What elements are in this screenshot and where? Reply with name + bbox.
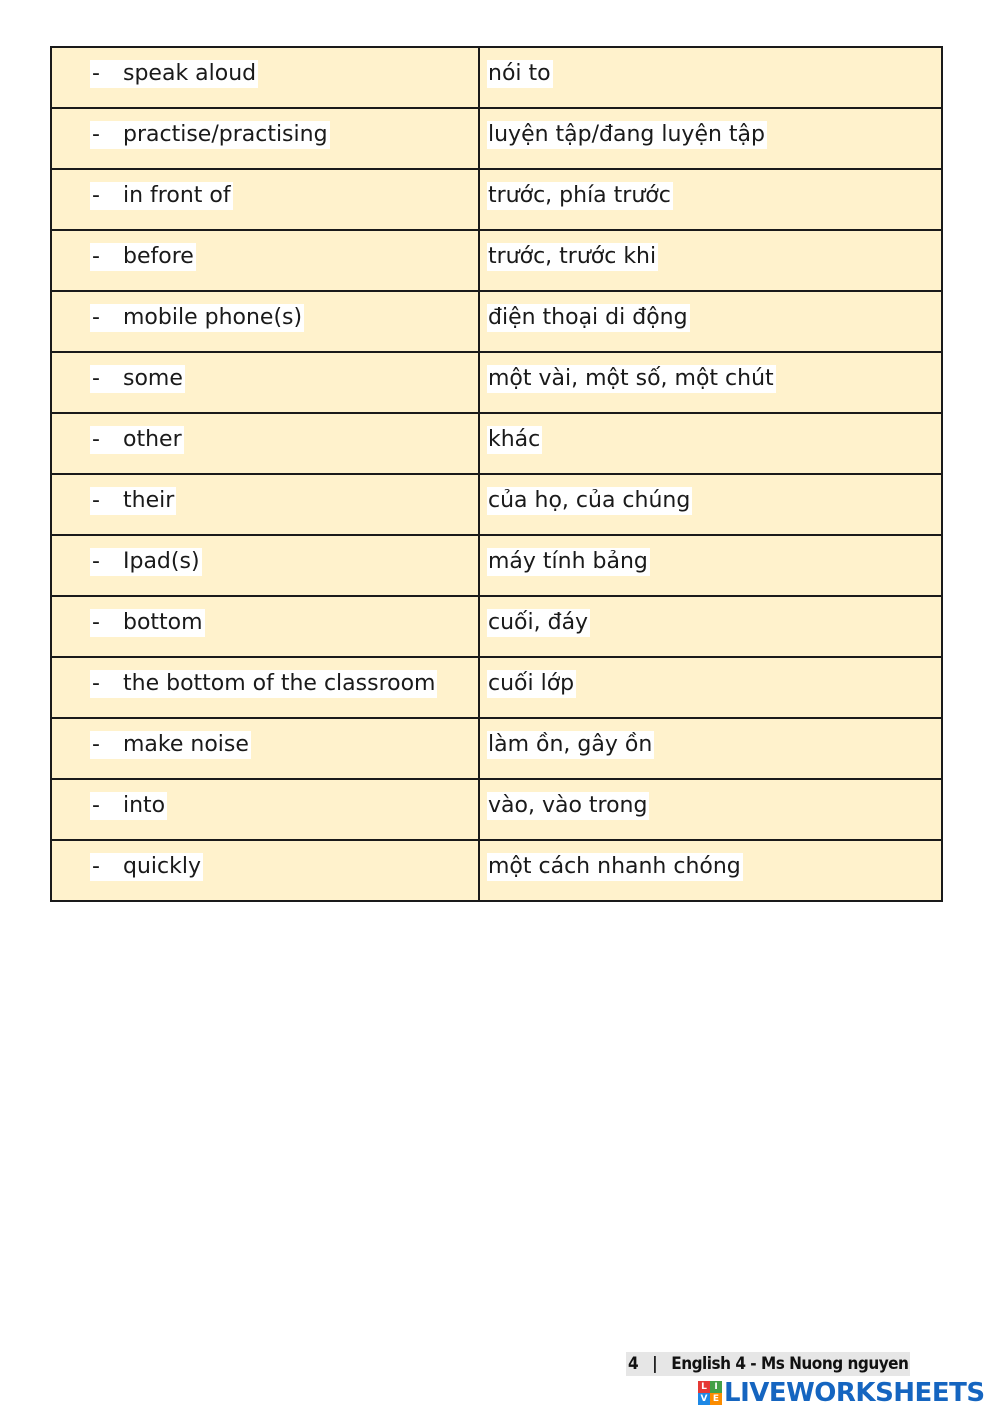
- english-term: speak aloud: [123, 61, 257, 86]
- vietnamese-meaning: nói to: [488, 61, 551, 86]
- table-row: [51, 169, 942, 230]
- logo-letter: L: [698, 1381, 710, 1393]
- english-term-cell: [51, 108, 479, 169]
- bullet-dash: -: [90, 182, 122, 210]
- vietnamese-meaning: khác: [488, 427, 541, 452]
- liveworksheets-logo-icon: [698, 1381, 722, 1405]
- english-term: practise/practising: [123, 122, 328, 147]
- vietnamese-meaning-cell: [479, 291, 942, 352]
- bullet-dash: -: [90, 426, 122, 454]
- page-footer: [626, 1352, 910, 1376]
- vietnamese-meaning-cell: [479, 108, 942, 169]
- english-term-cell: [51, 413, 479, 474]
- bullet-dash: -: [90, 609, 122, 637]
- english-term-cell: [51, 169, 479, 230]
- logo-letter: I: [710, 1381, 722, 1393]
- vietnamese-meaning-cell: [479, 169, 942, 230]
- logo-letter: V: [698, 1393, 710, 1405]
- footer-separator: |: [652, 1354, 658, 1374]
- english-term-cell: [51, 657, 479, 718]
- english-term-cell: [51, 291, 479, 352]
- english-term: Ipad(s): [123, 549, 200, 574]
- english-term: make noise: [123, 732, 249, 757]
- bullet-dash: -: [90, 304, 122, 332]
- vietnamese-meaning: trước, trước khi: [488, 244, 657, 269]
- vietnamese-meaning-cell: [479, 840, 942, 901]
- vietnamese-meaning-cell: [479, 779, 942, 840]
- table-row: [51, 779, 942, 840]
- bullet-dash: -: [90, 670, 122, 698]
- bullet-dash: -: [90, 121, 122, 149]
- vietnamese-meaning-cell: [479, 535, 942, 596]
- vietnamese-meaning-cell: [479, 596, 942, 657]
- table-row: [51, 352, 942, 413]
- english-term: into: [123, 793, 166, 818]
- english-term: other: [123, 427, 182, 452]
- english-term: before: [123, 244, 194, 269]
- english-term-cell: [51, 352, 479, 413]
- liveworksheets-brand[interactable]: [698, 1378, 985, 1408]
- vietnamese-meaning: một cách nhanh chóng: [488, 854, 741, 879]
- english-term: in front of: [123, 183, 231, 208]
- vietnamese-meaning: cuối, đáy: [488, 610, 589, 635]
- bullet-dash: -: [90, 548, 122, 576]
- vietnamese-meaning-cell: [479, 230, 942, 291]
- bullet-dash: -: [90, 243, 122, 271]
- table-row: [51, 596, 942, 657]
- table-row: [51, 108, 942, 169]
- vietnamese-meaning: làm ồn, gây ồn: [488, 732, 653, 757]
- vietnamese-meaning: máy tính bảng: [488, 549, 648, 574]
- table-row: [51, 47, 942, 108]
- logo-letter: E: [710, 1393, 722, 1405]
- english-term: mobile phone(s): [123, 305, 303, 330]
- english-term-cell: [51, 779, 479, 840]
- english-term: their: [123, 488, 175, 513]
- vietnamese-meaning-cell: [479, 657, 942, 718]
- bullet-dash: -: [90, 731, 122, 759]
- vocabulary-table: [50, 46, 943, 902]
- english-term-cell: [51, 47, 479, 108]
- table-row: [51, 291, 942, 352]
- english-term-cell: [51, 535, 479, 596]
- vietnamese-meaning-cell: [479, 352, 942, 413]
- english-term-cell: [51, 230, 479, 291]
- table-row: [51, 413, 942, 474]
- english-term-cell: [51, 596, 479, 657]
- english-term: some: [123, 366, 183, 391]
- english-term: quickly: [123, 854, 201, 879]
- vietnamese-meaning-cell: [479, 413, 942, 474]
- vietnamese-meaning: cuối lớp: [488, 671, 575, 696]
- bullet-dash: -: [90, 487, 122, 515]
- vietnamese-meaning: luyện tập/đang luyện tập: [488, 122, 765, 147]
- vietnamese-meaning: trước, phía trước: [488, 183, 671, 208]
- table-row: [51, 535, 942, 596]
- bullet-dash: -: [90, 365, 122, 393]
- english-term: the bottom of the classroom: [123, 671, 436, 696]
- english-term-cell: [51, 840, 479, 901]
- english-term-cell: [51, 718, 479, 779]
- bullet-dash: -: [90, 60, 122, 88]
- table-row: [51, 718, 942, 779]
- footer-title: English 4 - Ms Nuong nguyen: [671, 1354, 909, 1374]
- table-row: [51, 840, 942, 901]
- vietnamese-meaning-cell: [479, 718, 942, 779]
- table-row: [51, 474, 942, 535]
- brand-name: LIVEWORKSHEETS: [724, 1378, 985, 1408]
- english-term: bottom: [123, 610, 203, 635]
- vocabulary-table-body: [51, 47, 942, 901]
- bullet-dash: -: [90, 853, 122, 881]
- table-row: [51, 230, 942, 291]
- bullet-dash: -: [90, 792, 122, 820]
- vietnamese-meaning: một vài, một số, một chút: [488, 366, 774, 391]
- vietnamese-meaning: của họ, của chúng: [488, 488, 691, 513]
- page-number: 4: [628, 1354, 639, 1374]
- vietnamese-meaning-cell: [479, 47, 942, 108]
- table-row: [51, 657, 942, 718]
- english-term-cell: [51, 474, 479, 535]
- vietnamese-meaning-cell: [479, 474, 942, 535]
- vietnamese-meaning: điện thoại di động: [488, 305, 688, 330]
- vietnamese-meaning: vào, vào trong: [488, 793, 648, 818]
